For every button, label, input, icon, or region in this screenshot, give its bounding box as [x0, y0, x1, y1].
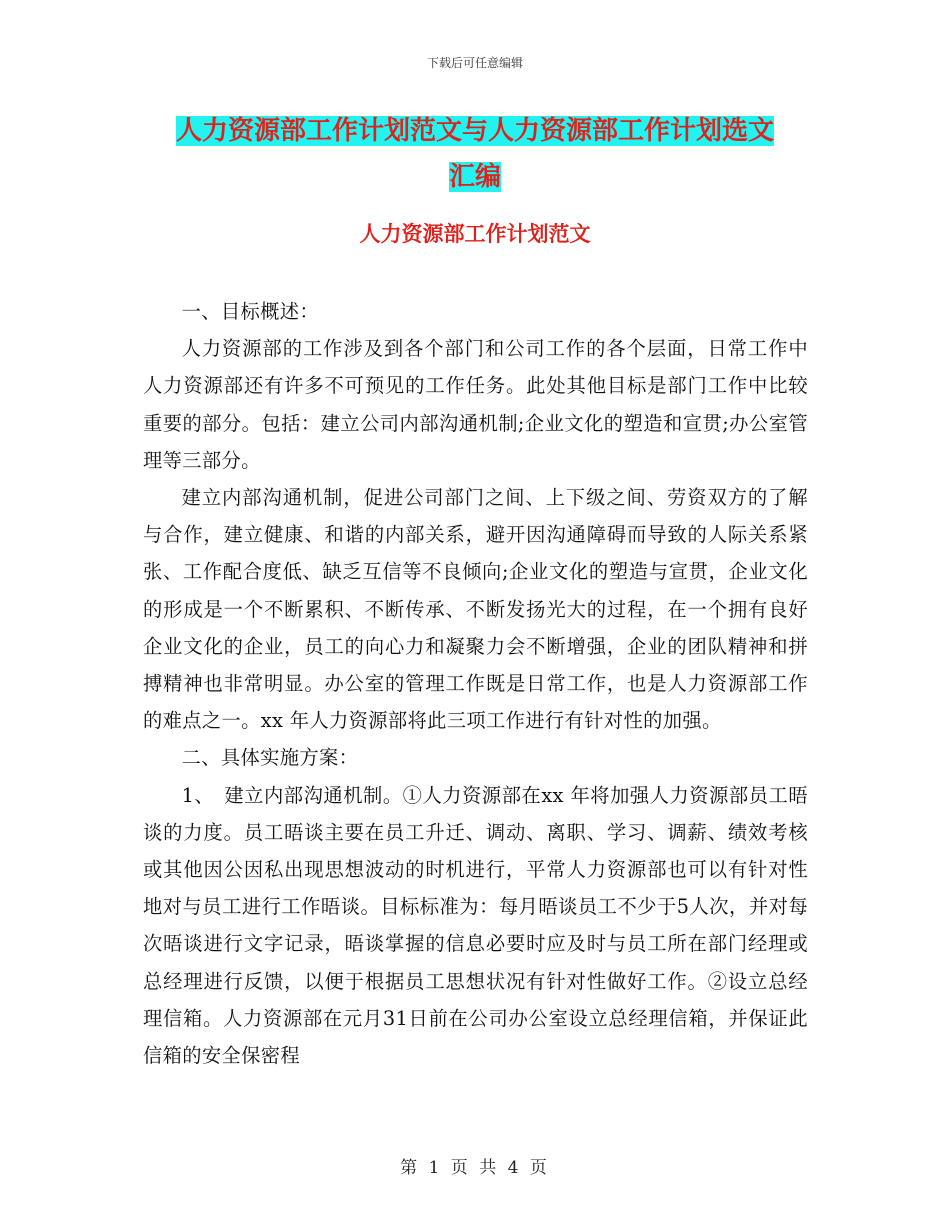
body-text — [143, 293, 808, 1074]
section-title: 人力资源部工作计划范文 — [359, 222, 591, 246]
document-title-line-1: 人力资源部工作计划范文与人力资源部工作计划选文 — [175, 116, 774, 146]
paragraph-communication-culture: 建立内部沟通机制，促进公司部门之间、上下级之间、劳资双方的了解与合作，建立健康、和谐的内部关系，避开因沟通障碍而导致的人际关系紧张、工作配合度低、缺乏互信等不良倾向;企业文化的塑造与宣贯，企业文化的形成是一个不断累积、不断传承、不断发扬光大的过程，在一个拥有良好企业文化的企业，员工的向心力和凝聚力会不断增强，企业的团队精神和拼搏精神也非常明显。办公室的管理工作既是日常工作，也是人力资源部工作的难点之一。xx 年人力资源部将此三项工作进行有针对性的加强。 — [143, 486, 808, 733]
document-title-line-2: 汇编 — [448, 162, 501, 192]
header-note: 下载后可任意编辑 — [426, 56, 523, 70]
paragraph-objective-heading: 一、目标概述： — [181, 300, 320, 323]
paragraph-plan-heading: 二、具体实施方案： — [181, 746, 359, 770]
page-footer: 第 1 页 共 4 页 — [400, 1158, 550, 1178]
paragraph-objective-scope: 人力资源部的工作涉及到各个部门和公司工作的各个层面，日常工作中人力资源部还有许多不可预见的工作任务。此处其他目标是部门工作中比较重要的部分。包括：建立公司内部沟通机制;企业文化的塑造和宣贯;办公室管理等三部分。 — [143, 337, 808, 472]
paragraph-plan-item-1: 1、 建立内部沟通机制。①人力资源部在xx 年将加强人力资源部员工晤谈的力度。员工晤谈主要在员工升迁、调动、离职、学习、调薪、绩效考核或其他因公因私出现思想波动的时机进行，平常人力资源部也可以有针对性地对与员工进行工作晤谈。目标标准为：每月晤谈员工不少于5人次，并对每次晤谈进行文字记录，晤谈掌握的信息必要时应及时与员工所在部门经理或总经理进行反馈，以便于根据员工思想状况有针对性做好工作。②设立总经理信箱。人力资源部在元月31日前在公司办公室设立总经理信箱，并保证此信箱的安全保密程 — [143, 783, 808, 1068]
document-title — [140, 108, 810, 200]
